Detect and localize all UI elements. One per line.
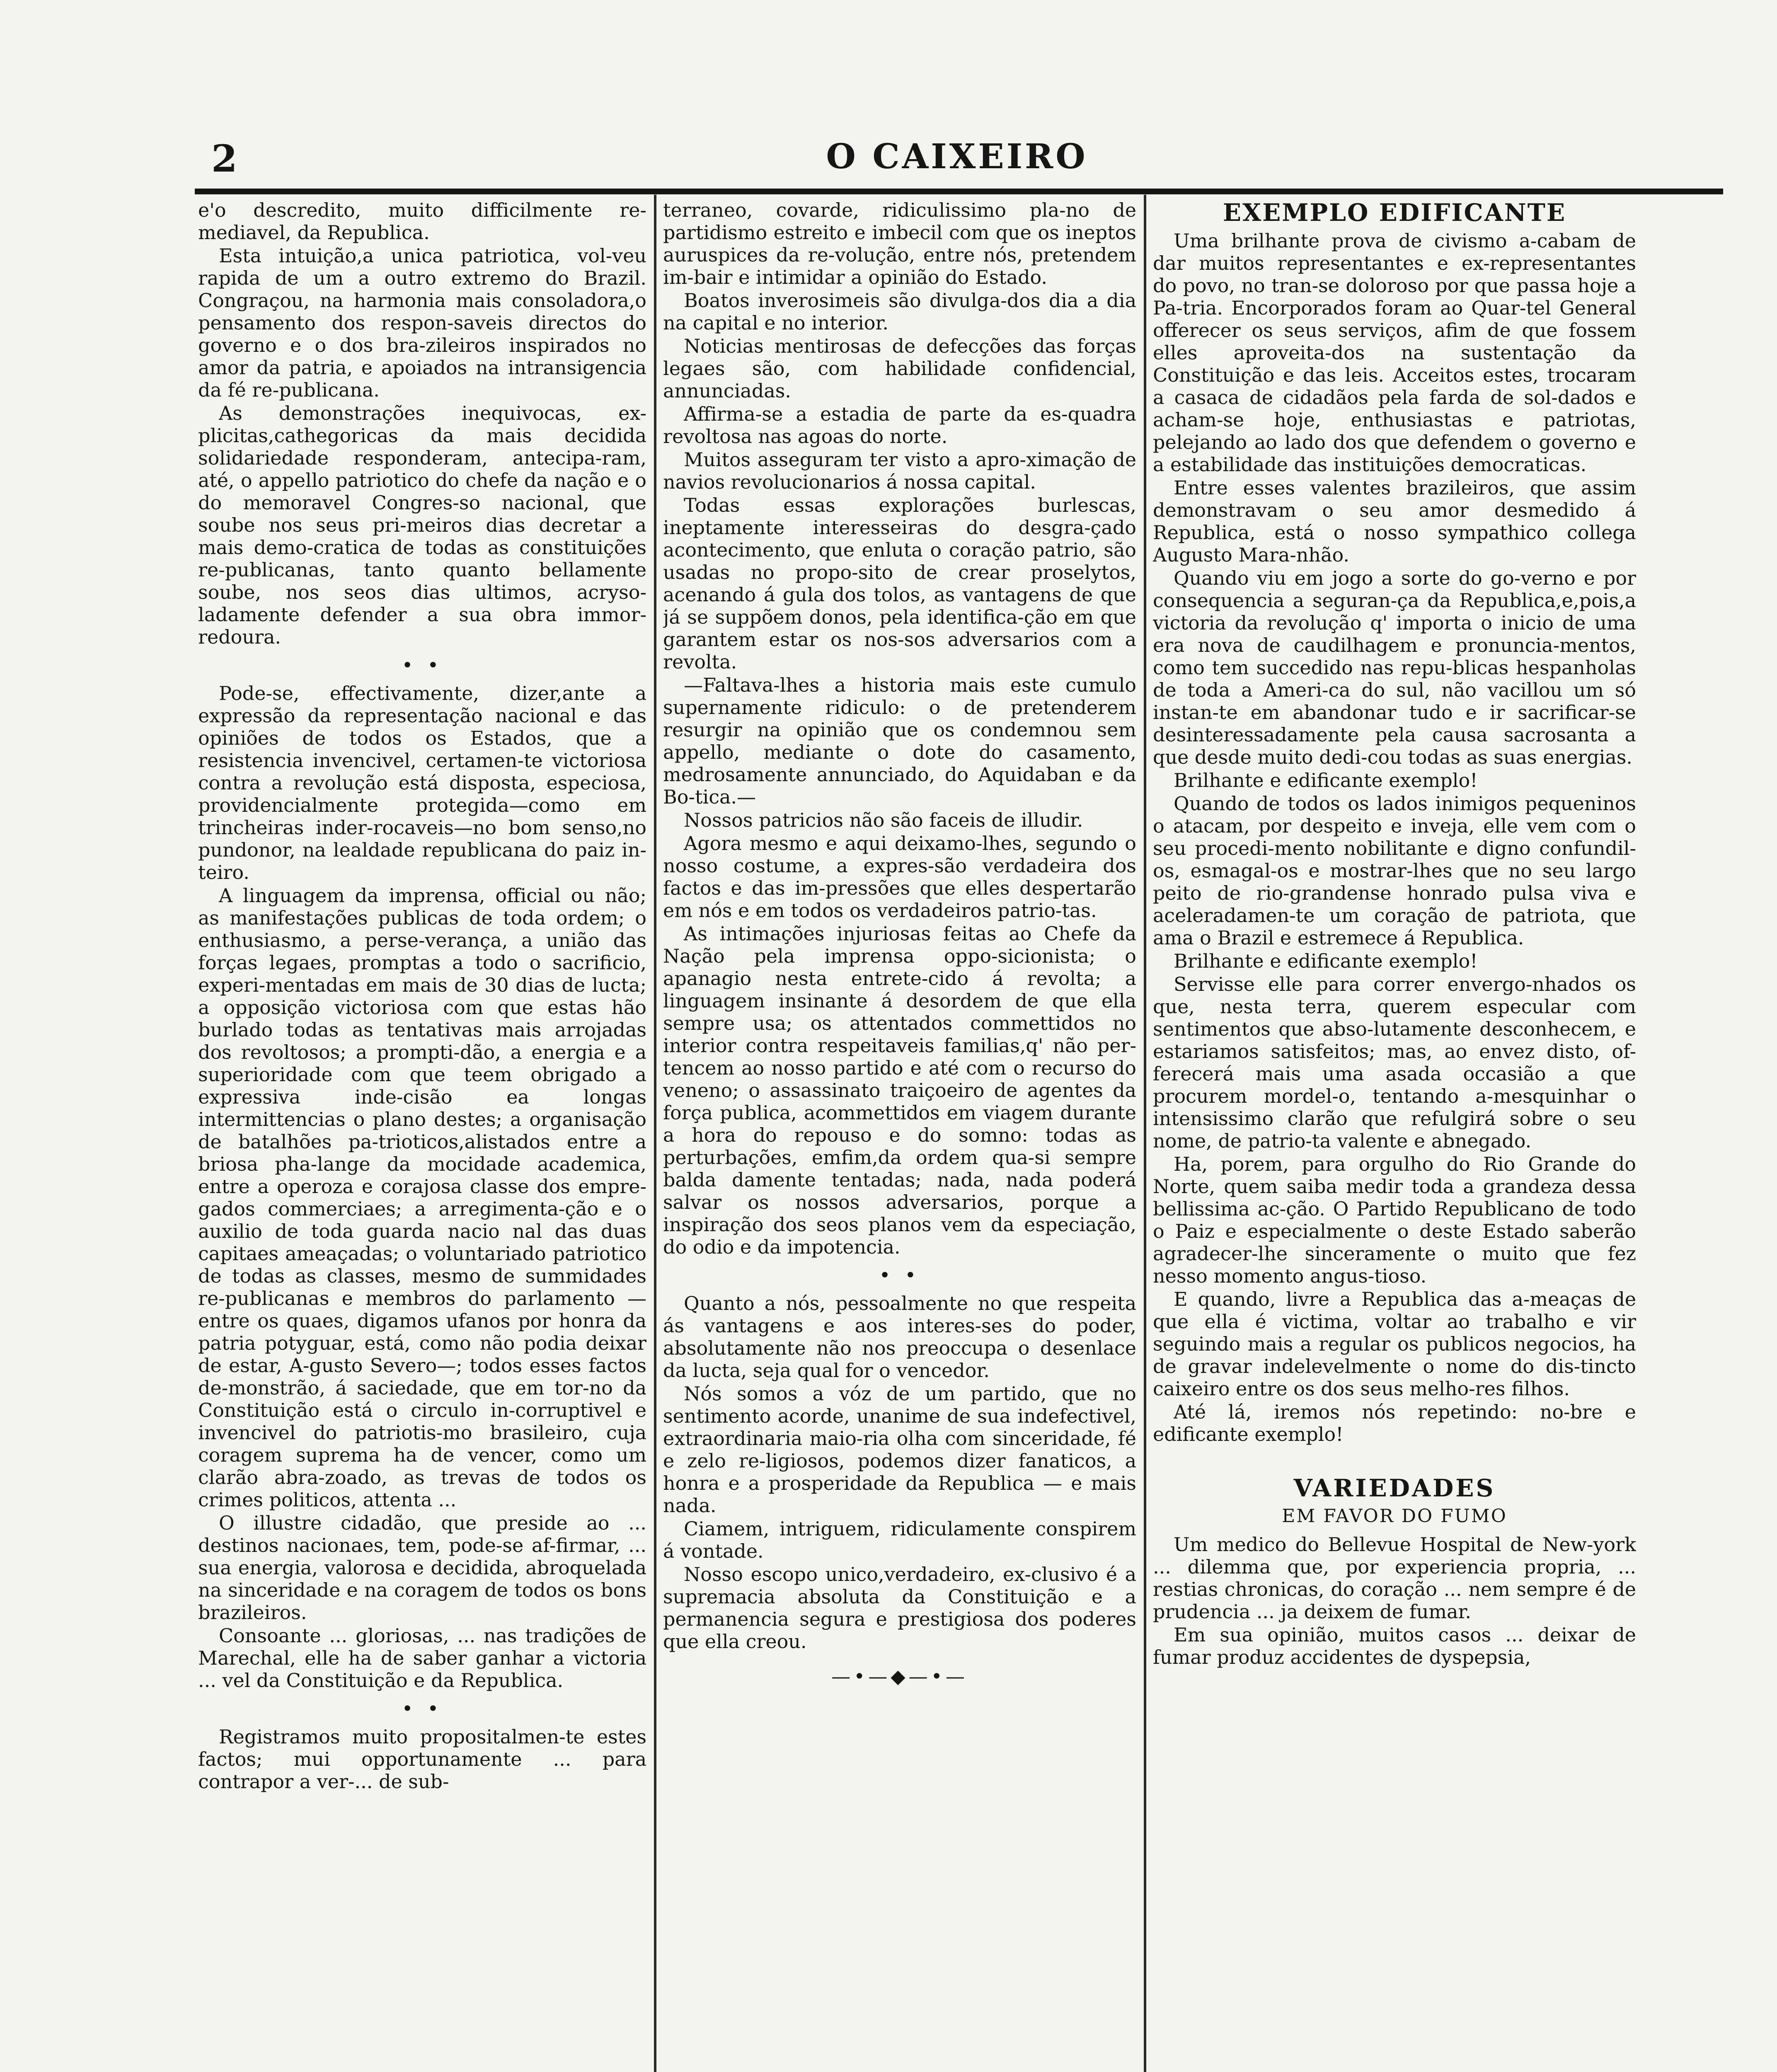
article-paragraph: Pode-se, effectivamente, dizer,ante a expressão da representação nacional e das opiniões de todos os Estados, que a resistencia invencivel, certamen-te victoriosa contra a revolução está disposta, especiosa, providencialmente protegida—como em trincheiras inder-rocaveis—no bom senso,no pundonor, na lealdade republicana do paiz in-teiro.: [198, 682, 646, 884]
column-divider: [1144, 195, 1146, 2072]
article-paragraph: Quando de todos os lados inimigos pequeninos o atacam, por despeito e inveja, elle vem com o seu procedi-mento nobilitante e digno confundil-os, esmagal-os e mostrar-lhes que no seu largo peito de rio-grandense honrado pulsa viva e aceleradamen-te um coração de patriota, que ama o Brazil e estremece á Republica.: [1153, 792, 1636, 949]
article-paragraph: Esta intuição,a unica patriotica, vol-veu rapida de um a outro extremo do Brazil. Congraçou, na harmonia mais consoladora,o pensamento dos respon-saveis directos do governo e o dos bra-zileiros inspirados no amor da patria, e apoiados na intransigencia da fé re-publicana.: [198, 244, 646, 401]
article-paragraph: As demonstrações inequivocas, ex-plicitas,cathegoricas da mais decidida solidariedade responderam, antecipa-ram, até, o appello patriotico do chefe da nação e o do memoravel Congres-so nacional, que soube nos seus pri-meiros dias decretar a mais demo-cratica de todas as constituições re-publicanas, tanto quanto bellamente soube, nos seos dias ultimos, acryso-ladamente defender a sua obra immor-redoura.: [198, 402, 646, 648]
article-paragraph: Nós somos a vóz de um partido, que no sentimento acorde, unanime de sua indefectivel, extraordinaria maio-ria olha com sinceridade, fé e zelo re-ligiosos, podemos dizer fanaticos, a honra e a prosperidade da Republica — e mais nada.: [663, 1382, 1136, 1517]
article-paragraph: terraneo, covarde, ridiculissimo pla-no de partidismo estreito e imbecil com que os ineptos auruspices da re-volução, entre nós, pretendem im-bair e intimidar a opinião do Estado.: [663, 199, 1136, 288]
article-paragraph: Muitos asseguram ter visto a apro-ximação de navios revolucionarios á nossa capital.: [663, 448, 1136, 493]
article-paragraph: Servisse elle para correr envergo-nhados os que, nesta terra, querem especular com sentimentos que abso-lutamente desconhecem, e estariamos satisfeitos; mas, ao envez disto, of-ferecerá mais uma asada occasião a que procurem mordel-o, tentando a-mesquinhar o intensissimo clarão que refulgirá sobre o seu nome, de patrio-ta valente e abnegado.: [1153, 973, 1636, 1152]
article-paragraph: Affirma-se a estadia de parte da es-quadra revoltosa nas agoas do norte.: [663, 403, 1136, 448]
section-subtitle: EM FAVOR DO FUMO: [1282, 1506, 1507, 1527]
column-divider: [654, 195, 656, 2072]
page-number: 2: [211, 137, 237, 181]
article-paragraph: O illustre cidadão, que preside ao ... destinos nacionaes, tem, pode-se af-firmar, ... sua energia, valorosa e decidida, abroquelada na sinceridade e na coragem de todos os bons brazileiros.: [198, 1512, 646, 1624]
article-paragraph: Quando viu em jogo a sorte do go-verno e por consequencia a seguran-ça da Republica,e,pois,a victoria da revolução q' importa o inicio de uma era nova de caudilhagem e pronuncia-mentos, como tem succedido nas repu-blicas hespanholas de toda a Ameri-ca do sul, não vacillou um só instan-te em abandonar tudo e ir sacrificar-se desinteressadamente pela causa sacrosanta a que desde muito dedi-cou todas as suas energias.: [1153, 567, 1636, 768]
article-paragraph: A linguagem da imprensa, official ou não; as manifestações publicas de toda ordem; o enthusiasmo, a perse-verança, a união das forças legaes, promptas a todo o sacrificio, experi-mentadas em mais de 30 dias de lucta; a opposição victoriosa com que estas hão burlado todas as tentativas mais arrojadas dos revoltosos; a prompti-dão, a energia e a superioridade com que teem obrigado a expressiva inde-cisão ea longas intermittencias o plano destes; a organisação de batalhões pa-trioticos,alistados entre a briosa pha-lange da mocidade academica, entre a operoza e corajosa classe dos empre-gados commerciaes; a arregimenta-ção e o auxilio de toda guarda nacio nal das duas capitaes ameaçadas; o voluntariado patriotico de todas as classes, mesmo de summidades re-publicanas e membros do parlamento —entre os quaes, digamos ufanos por honra da patria potyguar, está, como não podia deixar de estar, A-gusto Severo—; todos esses factos de-monstrão, á saciedade, que em tor-no da Constituição está o circulo in-corruptivel e invencivel do patriotis-mo brasileiro, cuja coragem suprema ha de vencer, como um clarão abra-zoado, as trevas de todos os crimes politicos, attenta ...: [198, 884, 646, 1511]
article-paragraph: Até lá, iremos nós repetindo: no-bre e edificante exemplo!: [1153, 1401, 1636, 1445]
article-paragraph: As intimações injuriosas feitas ao Chefe da Nação pela imprensa oppo-sicionista; o apanagio nesta entrete-cido á revolta; a linguagem insinante á desordem de que ella sempre usa; os attentados commettidos no interior contra respeitaveis familias,q' não per-tencem ao nosso partido e até com o recurso do veneno; o assassinato traiçoeiro de agentes da força publica, acommettidos em viagem durante a hora do repouso e do somno: todas as perturbações, emfim,da ordem qua-si sempre balda damente tentadas; nada, nada poderá salvar os nossos adversarios, porque a inspiração dos seos planos vem da especiação, do odio e da impotencia.: [663, 922, 1136, 1258]
article-paragraph: Uma brilhante prova de civismo a-cabam de dar muitos representantes e ex-representantes do povo, no tran-se doloroso por que passa hoje a Pa-tria. Encorporados foram ao Quar-tel General offerecer os seus serviços, afim de que fossem elles aproveita-dos na sustentação da Constituição e das leis. Acceitos estes, trocaram a casaca de cidadãos pela farda de sol-dados e acham-se hoje, enthusiastas e patriotas, pelejando ao lado dos que defendem o governo e a estabilidade das instituições democraticas.: [1153, 230, 1636, 476]
section-title: VARIEDADES: [1293, 1474, 1496, 1502]
article-headline: EXEMPLO EDIFICANTE: [1223, 199, 1566, 227]
article-paragraph: Agora mesmo e aqui deixamo-lhes, segundo o nosso costume, a expres-são verdadeira dos factos e das im-pressões que elles despertarão em nós e em todos os verdadeiros patrio-tas.: [663, 832, 1136, 922]
article-paragraph: Entre esses valentes brazileiros, que assim demonstravam o seu amor desmedido á Republica, está o nosso sympathico collega Augusto Mara-nhão.: [1153, 477, 1636, 566]
asterism-separator: • •: [402, 1697, 443, 1720]
column-2: [663, 199, 1136, 2072]
column-3: [1153, 199, 1636, 2072]
asterism-separator: • •: [402, 654, 443, 676]
article-paragraph: E quando, livre a Republica das a-meaças de que ella é victima, voltar ao trabalho e vir seguindo mais a regular os publicos negocios, ha de gravar indelevelmente o nome do dis-tincto caixeiro entre os dos seus melho-res filhos.: [1153, 1288, 1636, 1400]
article-paragraph: Brilhante e edificante exemplo!: [1174, 950, 1478, 972]
article-paragraph: Consoante ... gloriosas, ... nas tradições de Marechal, elle ha de saber ganhar a victoria ... vel da Constituição e da Republica.: [198, 1624, 646, 1692]
article-paragraph: Brilhante e edificante exemplo!: [1174, 769, 1478, 792]
article-paragraph: Ciamem, intriguem, ridiculamente conspirem á vontade.: [663, 1518, 1136, 1562]
masthead-rule: [195, 189, 1723, 194]
column-1: [198, 199, 646, 2072]
article-paragraph: Registramos muito propositalmen-te estes factos; mui opportunamente ... para contrapor a ver-... de sub-: [198, 1726, 646, 1793]
newspaper-title: O CAIXEIRO: [826, 137, 1088, 177]
article-paragraph: Boatos inverosimeis são divulga-dos dia a dia na capital e no interior.: [663, 289, 1136, 334]
article-paragraph: Em sua opinião, muitos casos ... deixar de fumar produz accidentes de dyspepsia,: [1153, 1624, 1636, 1668]
article-paragraph: Nossos patricios não são faceis de illudir.: [684, 809, 1083, 831]
article-paragraph: Todas essas explorações burlescas, ineptamente interesseiras do desgra-çado acontecimento, que enluta o coração patrio, são usadas no propo-sito de crear proselytos, acenando á gula dos tolos, as vantagens de que já se suppõem donos, pela identifica-ção em que garantem estar os nos-sos adversarios com a revolta.: [663, 494, 1136, 673]
article-paragraph: Um medico do Bellevue Hospital de New-york ... dilemma que, por experiencia propria, ... restias chronicas, do coração ... nem sempre é de prudencia ... ja deixem de fumar.: [1153, 1533, 1636, 1623]
article-paragraph: e'o descredito, muito difficilmente re-mediavel, da Republica.: [198, 199, 646, 244]
asterism-separator: • •: [879, 1264, 920, 1286]
article-paragraph: Noticias mentirosas de defecções das forças legaes são, com habilidade confidencial, annunciadas.: [663, 335, 1136, 402]
article-paragraph: Quanto a nós, pessoalmente no que respeita ás vantagens e aos interes-ses do poder, absolutamente não nos preoccupa o desenlace da lucta, seja qual for o vencedor.: [663, 1292, 1136, 1382]
article-paragraph: Ha, porem, para orgulho do Rio Grande do Norte, quem saiba medir toda a grandeza dessa bellissima ac-ção. O Partido Republicano de todo o Paiz e especialmente o deste Estado saberão agradecer-lhe sinceramente o muito que fez nesso momento angus-tioso.: [1153, 1153, 1636, 1287]
end-ornament: —•—◆—•—: [831, 1665, 968, 1687]
article-paragraph: —Faltava-lhes a historia mais este cumulo supernamente ridiculo: o de pretenderem resurgir na opinião que os condemnou sem appello, mediante o dote do casamento, medrosamente annunciado, do Aquidaban e da Bo-tica.—: [663, 674, 1136, 808]
masthead: [195, 120, 1719, 182]
article-paragraph: Nosso escopo unico,verdadeiro, ex-clusivo é a supremacia absoluta da Constituição e a permanencia segura e prestigiosa dos poderes que ella creou.: [663, 1563, 1136, 1653]
